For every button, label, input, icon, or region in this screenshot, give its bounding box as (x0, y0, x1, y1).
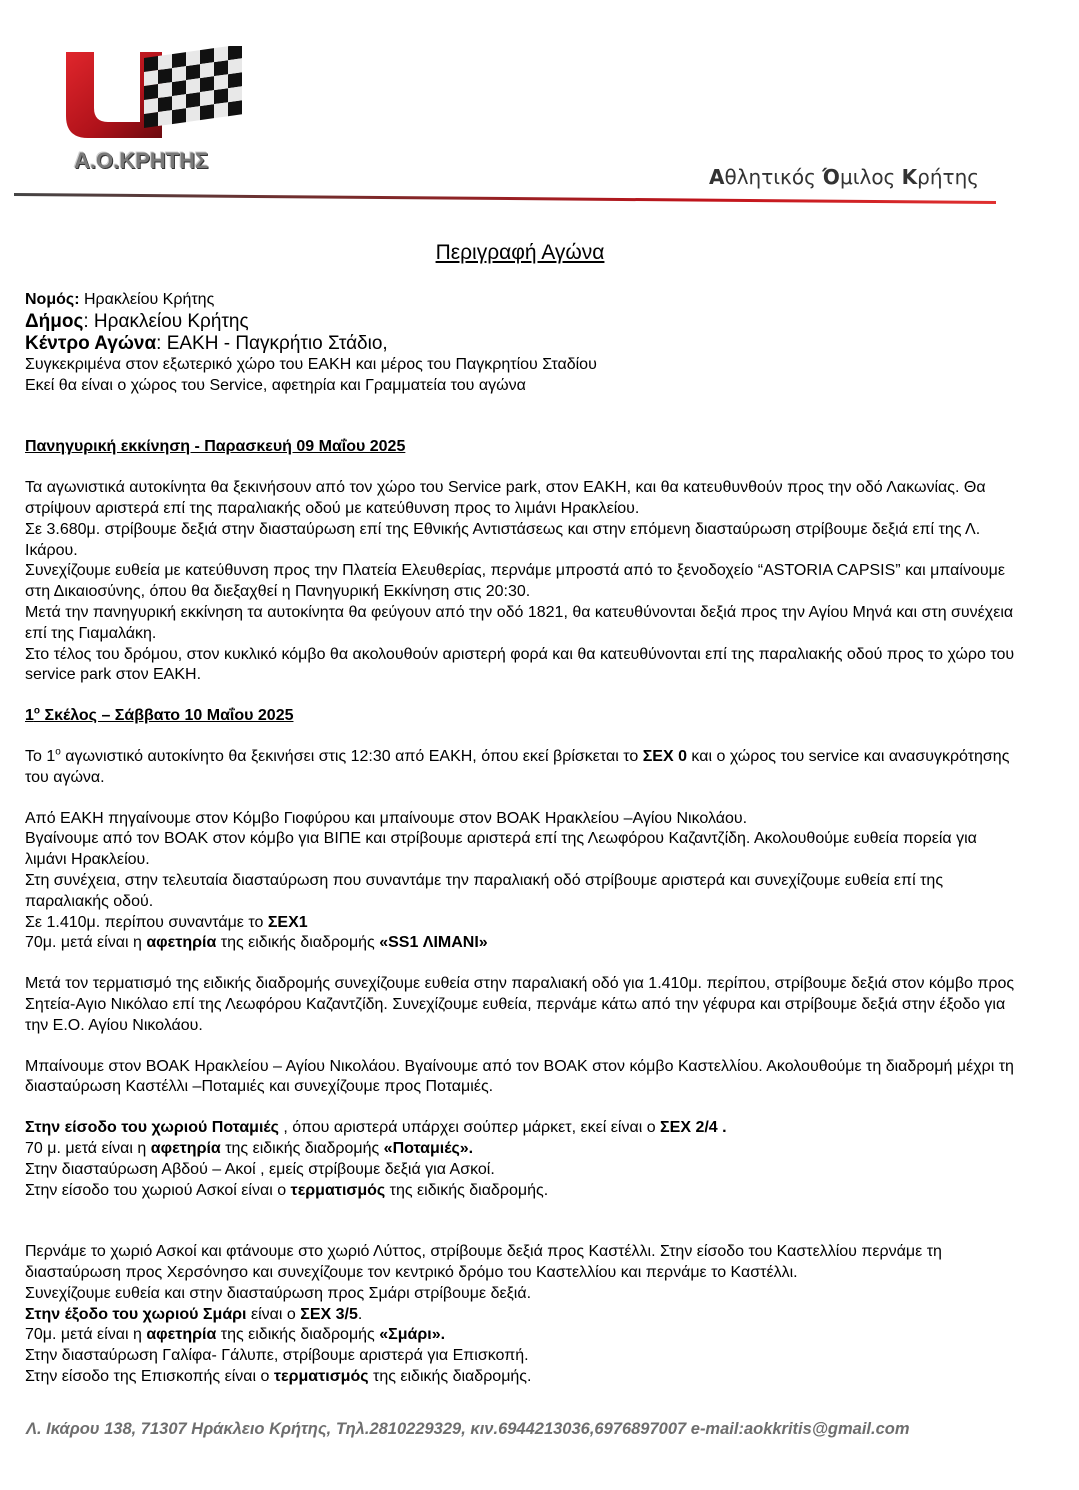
section1-heading: Πανηγυρική εκκίνηση - Παρασκευή 09 Μαΐου 2025 (25, 438, 406, 456)
route-line-2: Βγαίνουμε από τον ΒΟΑΚ στον κόμβο για ΒΙΠΕ και στρίβουμε αριστερά επί της Λεωφόρου Καζαντζίδη. Ακολουθούμε ευθεία πορεία για λιμάνι Ηρακλείου. (25, 830, 977, 869)
boak-paragraph: Μπαίνουμε στον ΒΟΑΚ Ηρακλείου – Αγίου Νικολάου. Βγαίνουμε από τον ΒΟΑΚ στον κόμβο Καστελλίου. Ακολουθούμε τη διαδρομή μέχρι τη διασταύρωση Καστέλλι –Ποταμιές και συνεχίζουμε προς Ποταμιές. (25, 1057, 1014, 1096)
smari-paragraph-1: Περνάμε το χωριό Ασκοί και φτάνουμε στο χωριό Λύττος, στρίβουμε δεξιά προς Καστέλλι. Στην είσοδο του Καστελλίου περνάμε τη διασταύρωση προς Χερσόνησο και συνεχίζουμε τον κεντρικό δρόμο του Καστελλίου και περνάμε το Καστέλλι. (25, 1243, 942, 1282)
info-line2: Εκεί θα είναι ο χώρος του Service, αφετηρία και Γραμματεία του αγώνα (25, 376, 526, 394)
organization-name: Αθλητικός Όμιλος Κρήτης (709, 165, 979, 189)
potamies-line-1: Στην είσοδο του χωριού Ποταμιές , όπου αριστερά υπάρχει σούπερ μάρκετ, εκεί είναι ο ΣΕΧ 2/4 . (25, 1119, 727, 1137)
section1-paragraph-4: Μετά την πανηγυρική εκκίνηση τα αυτοκίνητα θα φεύγουν από την οδό 1821, θα κατευθύνονται δεξιά προς την Αγίου Μηνά και στη συνέχεια επί της Γιαμαλάκη. (25, 603, 1014, 642)
info-line1: Συγκεκριμένα στον εξωτερικό χώρο του ΕΑΚΗ και μέρος του Παγκρητίου Σταδίου (25, 355, 597, 373)
info-nomos: Νομός: Ηρακλείου Κρήτης (25, 291, 215, 308)
logo-text: Α.Ο.ΚΡΗΤΗΣ (74, 148, 209, 173)
section1-paragraph-5: Στο τέλος του δρόμου, στον κυκλικό κόμβο θα ακολουθούν αριστερή φορά και θα κατευθύνονται επί της παραλιακής οδού προς το χώρο του service park στον ΕΑΚΗ. (25, 645, 1015, 684)
section2-heading: $1^o$ Σκέλος – Σάββατο 10 Μαΐου 2025 (25, 705, 294, 725)
potamies-line-2: 70 μ. μετά είναι η αφετηρία της ειδικής διαδρομής «Ποταμιές». (25, 1139, 474, 1157)
footer-contact: Λ. Ικάρου 138, 71307 Ηράκλειο Κρήτης, Τηλ.2810229329, κιν.6944213036,6976897007 e-mail:aokkritis@gmail.com (26, 1420, 910, 1438)
after-ss1-paragraph: Μετά τον τερματισμό της ειδικής διαδρομής συνεχίζουμε ευθεία στην παραλιακή οδό για 1.410μ. περίπου, στρίβουμε δεξιά στον κόμβο προς Σητεία-Αγιο Νικόλαο επί της Λεωφόρου Καζαντζίδη. Συνεχίζουμε ευθεία, περνάμε κάτω από την γέφυρα και στρίβουμε δεξιά στην έξοδο για την Ε.Ο. Αγίου Νικολάου. (25, 975, 1015, 1034)
route-line-4: Σε 1.410μ. περίπου συναντάμε το ΣΕΧ1 (25, 913, 308, 931)
smari-line-5: Στην διασταύρωση Γαλίφα- Γάλυπε, στρίβουμε αριστερά για Επισκοπή. (25, 1347, 529, 1365)
route-line-1: Από ΕΑΚΗ πηγαίνουμε στον Κόμβο Γιοφύρου και μπαίνουμε στον ΒΟΑΚ Ηρακλείου –Αγίου Νικολάου. (25, 809, 748, 827)
leg1-start: Το $1^o$ αγωνιστικό αυτοκίνητο θα ξεκινήσει στις 12:30 από ΕΑΚΗ, όπου εκεί βρίσκεται το ΣΕΧ 0 και ο χώρος του service και ανασυγκρότησης του αγώνα. (25, 746, 1010, 786)
smari-line-3: Στην έξοδο του χωριού Σμάρι είναι ο ΣΕΧ 3/5. (25, 1305, 363, 1323)
section1-paragraph-3: Συνεχίζουμε ευθεία με κατεύθυνση προς την Πλατεία Ελευθερίας, περνάμε μπροστά από το ξενοδοχείο “ASTORIA CAPSIS” και μπαίνουμε στη Δικαιοσύνης, όπου θα διεξαχθεί η Πανηγυρική Εκκίνηση στις 20:30. (25, 562, 1005, 601)
smari-line-4: 70μ. μετά είναι η αφετηρία της ειδικής διαδρομής «Σμάρι». (25, 1326, 446, 1344)
potamies-line-3: Στην διασταύρωση Αβδού – Ακοί , εμείς στρίβουμε δεξιά για Ασκοί. (25, 1160, 495, 1178)
document-body (25, 290, 1020, 1388)
potamies-line-4: Στην είσοδο του χωριού Ασκοί είναι ο τερματισμός της ειδικής διαδρομής. (25, 1181, 549, 1199)
section1-paragraph-2: Σε 3.680μ. στρίβουμε δεξιά στην διασταύρωση επί της Εθνικής Αντιστάσεως και στην επόμενη διασταύρωση στρίβουμε δεξιά επί της Λ. Ικάρου. (25, 520, 981, 559)
page-title: Περιγραφή Αγώνα (435, 241, 605, 264)
section1-paragraph-1: Τα αγωνιστικά αυτοκίνητα θα ξεκινήσουν από τον χώρο του Service park, στον ΕΑΚΗ, και θα κατευθυνθούν προς την οδό Λακωνίας. Θα στρίψουν αριστερά επί της παραλιακής οδού με κατεύθυνση προς το λιμάνι Ηρακλείου. (25, 479, 986, 517)
smari-line-2: Συνεχίζουμε ευθεία και στην διασταύρωση προς Σμάρι στρίβουμε δεξιά. (25, 1284, 532, 1302)
route-line-3: Στη συνέχεια, στην τελευταία διασταύρωση που συναντάμε την παραλιακή οδό στρίβουμε αριστερά και συνεχίζουμε ευθεία επί της παραλιακής οδού. (25, 871, 944, 910)
route-line-5: 70μ. μετά είναι η αφετηρία της ειδικής διαδρομής «SS1 ΛΙΜΑΝΙ» (25, 934, 488, 952)
info-kentro: Κέντρο Αγώνα: ΕΑΚΗ - Παγκρήτιο Στάδιο, (25, 332, 388, 354)
smari-line-6: Στην είσοδο της Επισκοπής είναι ο τερματισμός της ειδικής διαδρομής. (25, 1368, 532, 1386)
info-dimos: Δήμος: Ηρακλείου Κρήτης (25, 310, 249, 332)
